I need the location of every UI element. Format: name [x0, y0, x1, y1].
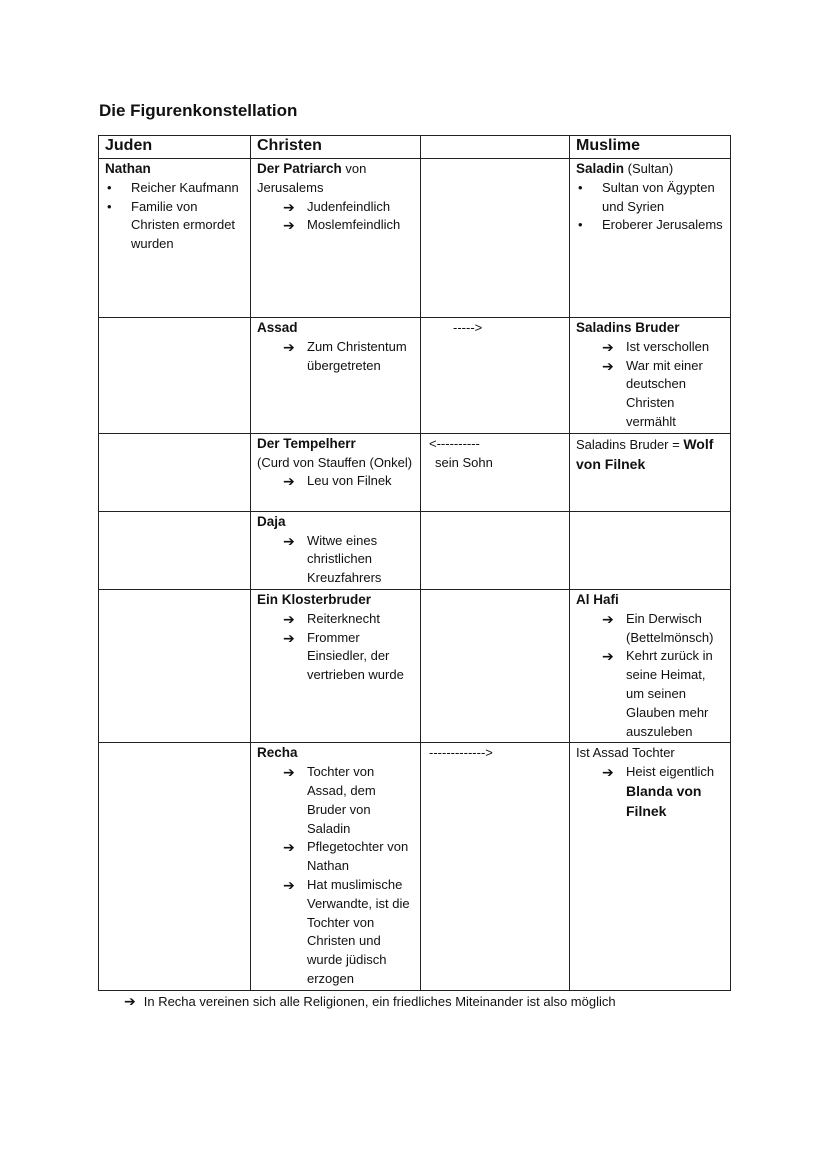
relation-label: sein Sohn — [435, 454, 493, 470]
cell-muslime — [570, 589, 731, 742]
header-mitte — [421, 136, 570, 159]
arrow-text: Ein Derwisch (Bettelmönsch) — [626, 610, 714, 645]
character-desc: (Curd von Stauffen (Onkel) — [257, 454, 413, 470]
arrow-icon: ➔ — [283, 610, 295, 627]
character-name: Saladin — [576, 161, 625, 176]
arrow-text: War mit einer deutschen Christen vermählt — [626, 357, 703, 429]
character-name: Recha — [257, 745, 298, 761]
table-row — [99, 318, 731, 434]
cell-juden — [99, 589, 251, 742]
arrow-icon: ➔ — [602, 648, 614, 665]
header-muslime: Muslime — [570, 136, 731, 159]
arrow-text: Kehrt zurück in seine Heimat, um seinen Glauben mehr auszuleben — [626, 648, 713, 739]
character-name: Ein Klosterbruder — [257, 591, 372, 607]
arrow-icon: ➔ — [283, 839, 295, 856]
relation-arrow: -----> — [453, 320, 483, 335]
arrow-item — [602, 610, 724, 648]
arrow-item — [283, 838, 414, 876]
cell-mitte — [421, 433, 570, 511]
arrow-item — [283, 472, 414, 491]
bullet-item: • Reicher Kaufmann — [105, 179, 244, 198]
cell-juden — [99, 318, 251, 434]
character-suffix: (Sultan) — [624, 161, 674, 176]
bullet-item: • Familie von Christen ermordet wurden — [105, 198, 244, 254]
character-suffix: von Jerusalems — [257, 161, 367, 195]
arrow-list — [257, 763, 414, 989]
character-table — [98, 135, 731, 991]
arrow-text: Pflegetochter von Nathan — [307, 839, 409, 874]
arrow-item — [283, 763, 414, 838]
relation-arrow: -------------> — [429, 745, 493, 761]
arrow-icon: ➔ — [283, 532, 295, 549]
bullet-item: • Eroberer Jerusalems — [576, 216, 724, 235]
arrow-icon: ➔ — [283, 473, 295, 490]
header-christen: Christen — [251, 136, 421, 159]
arrow-item — [602, 338, 724, 357]
arrow-text: Heist eigentlich — [626, 764, 715, 780]
arrow-list — [257, 198, 414, 236]
arrow-icon: ➔ — [283, 198, 295, 215]
conclusion-text: In Recha vereinen sich alle Religionen, ein friedliches Miteinander ist also möglich — [143, 994, 616, 1009]
arrow-icon: ➔ — [283, 217, 295, 234]
arrow-item — [602, 357, 724, 432]
arrow-text: Ist verschollen — [626, 338, 710, 354]
identity-name: Wolf von Filnek — [576, 435, 714, 472]
cell-christen — [251, 511, 421, 589]
cell-mitte — [421, 589, 570, 742]
arrow-icon: ➔ — [124, 993, 136, 1009]
character-line — [257, 160, 414, 198]
arrow-item — [283, 876, 414, 989]
character-name: Nathan — [105, 161, 151, 176]
cell-muslime — [570, 433, 731, 511]
conclusion-line — [124, 993, 616, 1010]
character-name: Daja — [257, 513, 286, 529]
header-juden: Juden — [99, 136, 251, 159]
arrow-text: Hat muslimische Verwandte, ist die Tochter von Christen und wurde jüdisch erzogen — [307, 876, 410, 986]
arrow-list — [257, 472, 414, 491]
arrow-text: Frommer Einsiedler, der vertrieben wurde — [307, 629, 404, 683]
cell-juden — [99, 159, 251, 318]
cell-muslime — [570, 318, 731, 434]
arrow-icon: ➔ — [283, 629, 295, 646]
cell-christen — [251, 433, 421, 511]
table-row — [99, 511, 731, 589]
cell-muslime — [570, 511, 731, 589]
arrow-text: Moslemfeindlich — [307, 217, 401, 233]
arrow-text: Leu von Filnek — [307, 473, 392, 489]
character-name: Saladins Bruder — [576, 320, 680, 335]
arrow-text: Witwe eines christlichen Kreuzfahrers — [307, 532, 382, 586]
cell-mitte — [421, 743, 570, 990]
arrow-list — [576, 338, 724, 432]
arrow-item — [283, 198, 414, 217]
arrow-icon: ➔ — [283, 338, 295, 355]
character-name: Assad — [257, 320, 298, 335]
identity-text: Saladins Bruder = — [576, 436, 684, 452]
character-name: Der Tempelherr — [257, 435, 356, 451]
cell-mitte — [421, 318, 570, 434]
table-row — [99, 743, 731, 990]
arrow-item — [602, 647, 724, 741]
arrow-text: Tochter von Assad, dem Bruder von Saladin — [307, 764, 376, 836]
character-name: Der Patriarch — [257, 161, 342, 176]
arrow-list — [576, 610, 724, 742]
identity-name: Blanda von Filnek — [626, 782, 702, 819]
identity-text: Ist Assad Tochter — [576, 745, 675, 761]
cell-mitte — [421, 159, 570, 318]
arrow-list — [257, 532, 414, 588]
table-row — [99, 589, 731, 742]
cell-christen — [251, 159, 421, 318]
cell-christen — [251, 589, 421, 742]
arrow-item — [283, 216, 414, 235]
header-row — [99, 136, 731, 159]
arrow-item — [283, 610, 414, 629]
cell-muslime — [570, 159, 731, 318]
cell-juden — [99, 743, 251, 990]
arrow-item — [283, 338, 414, 376]
cell-christen — [251, 743, 421, 990]
cell-juden — [99, 433, 251, 511]
bullet-item: • Sultan von Ägypten und Syrien — [576, 179, 724, 217]
arrow-text: Reiterknecht — [307, 610, 380, 626]
cell-christen — [251, 318, 421, 434]
cell-mitte — [421, 511, 570, 589]
character-line — [576, 160, 724, 179]
arrow-item — [283, 532, 414, 588]
arrow-icon: ➔ — [602, 357, 614, 374]
arrow-item — [283, 629, 414, 685]
cell-muslime — [570, 743, 731, 990]
arrow-icon: ➔ — [602, 610, 614, 627]
relation-arrow: <---------- — [429, 435, 480, 451]
arrow-icon: ➔ — [283, 764, 295, 781]
arrow-icon: ➔ — [602, 764, 614, 781]
arrow-list — [576, 763, 724, 821]
arrow-list — [257, 610, 414, 685]
cell-juden — [99, 511, 251, 589]
bullet-list — [576, 179, 724, 235]
arrow-list — [257, 338, 414, 376]
table-row — [99, 433, 731, 511]
character-name: Al Hafi — [576, 591, 619, 607]
document-title: Die Figurenkonstellation — [99, 101, 298, 120]
arrow-icon: ➔ — [602, 338, 614, 355]
arrow-item — [602, 763, 724, 821]
arrow-icon: ➔ — [283, 876, 295, 893]
arrow-text: Judenfeindlich — [307, 198, 391, 214]
arrow-text: Zum Christentum übergetreten — [307, 338, 407, 373]
table-row — [99, 159, 731, 318]
bullet-list — [105, 179, 244, 254]
